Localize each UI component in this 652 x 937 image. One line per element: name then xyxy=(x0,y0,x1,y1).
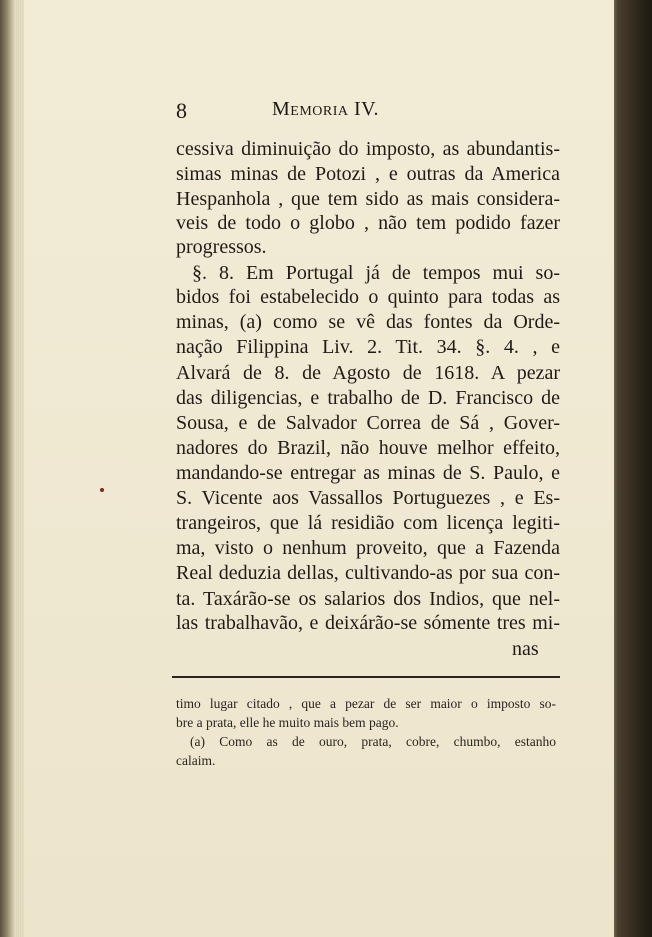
page-header xyxy=(176,98,566,124)
body-line: progressos. xyxy=(176,236,267,258)
body-line: bidos foi estabelecido o quinto para todas as xyxy=(176,286,560,308)
body-line: simas minas de Potozi , e outras da America xyxy=(176,163,560,185)
body-line: minas, (a) como se vê das fontes da Orde- xyxy=(176,311,560,333)
catchword: nas xyxy=(512,638,539,660)
body-line: Real deduzia dellas, cultivando-as por sua con- xyxy=(176,562,560,584)
body-line: cessiva diminuição do imposto, as abundantis- xyxy=(176,138,560,160)
body-line: las trabalhavão, e deixárão-se sómente tres mi- xyxy=(176,612,560,634)
body-line: Sousa, e de Salvador Correa de Sá , Gover- xyxy=(176,412,560,434)
footnote-line: calaim. xyxy=(176,753,216,768)
body-line: veis de todo o globo , não tem podido fazer xyxy=(176,212,560,234)
body-line: §. 8. Em Portugal já de tempos mui so- xyxy=(192,262,560,284)
body-line: nação Filippina Liv. 2. Tit. 34. §. 4. , e xyxy=(176,336,560,358)
body-line: ma, visto o nenhum proveito, que a Fazenda xyxy=(176,537,560,559)
body-line: nadores do Brazil, não houve melhor effeito, xyxy=(176,437,560,459)
body-line: trangeiros, que lá residião com licença legiti- xyxy=(176,512,560,534)
body-line: das diligencias, e trabalho de D. Francisco de xyxy=(176,387,560,409)
body-line: mandando-se entregar as minas de S. Paulo, e xyxy=(176,462,560,484)
footnote-rule xyxy=(172,676,560,678)
footnote-line: (a) Como as de ouro, prata, cobre, chumbo, estanho xyxy=(190,734,556,749)
footnote-line: timo lugar citado , que a pezar de ser maior o imposto so- xyxy=(176,696,556,711)
body-line: Alvará de 8. de Agosto de 1618. A pezar xyxy=(176,362,560,384)
body-line: Hespanhola , que tem sido as mais considera- xyxy=(176,188,560,210)
body-line: S. Vicente aos Vassallos Portuguezes , e Es- xyxy=(176,487,560,509)
page-number: 8 xyxy=(176,98,187,123)
ink-spot xyxy=(100,488,104,492)
footnote-line: bre a prata, elle he muito mais bem pago. xyxy=(176,715,399,730)
body-line: ta. Taxárão-se os salarios dos Indios, que nel- xyxy=(176,588,560,610)
running-head: Memoria IV. xyxy=(272,98,380,120)
page-edges xyxy=(14,0,24,937)
